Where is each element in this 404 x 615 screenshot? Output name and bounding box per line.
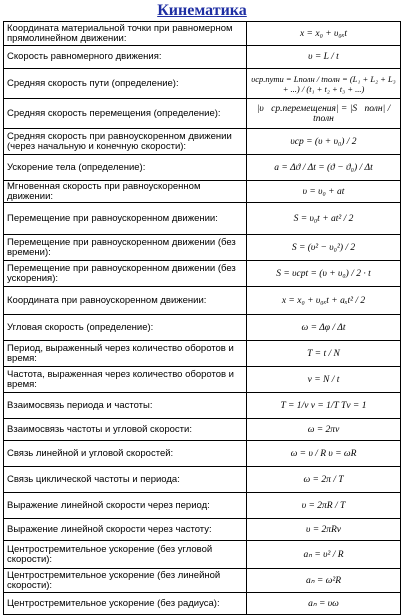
row-description: Центростремительное ускорение (без линейной скорости): [4, 569, 247, 593]
row-formula: T = 1/ν ν = 1/T Tν = 1 [247, 393, 401, 419]
table-row [4, 393, 401, 419]
row-description: Средняя скорость при равноускоренном движении (через начальную и конечную скорости): [4, 129, 247, 155]
row-formula: υср = (υ + υ₀) / 2 [247, 129, 401, 155]
row-formula: S = υсрt = (υ + υ₀) / 2 · t [247, 261, 401, 287]
row-description: Связь линейной и угловой скоростей: [4, 441, 247, 467]
row-description: Средняя скорость перемещения (определение): [4, 99, 247, 129]
row-description: Центростремительное ускорение (без радиуса): [4, 593, 247, 615]
table-row [4, 367, 401, 393]
row-formula: ω = 2πν [247, 419, 401, 441]
table-row [4, 441, 401, 467]
table-row [4, 261, 401, 287]
row-formula: υ = 2πRν [247, 519, 401, 541]
page-title [0, 0, 404, 22]
table-row [4, 129, 401, 155]
row-formula: |υ⃗ср.перемещения| = |S⃗полн| / tполн [247, 99, 401, 129]
row-formula: T = t / N [247, 341, 401, 367]
row-description: Перемещение при равноускоренном движении (без времени): [4, 235, 247, 261]
row-description: Координата материальной точки при равномерном прямолинейном движении: [4, 22, 247, 46]
row-formula: ω = 2π / T [247, 467, 401, 493]
row-formula: x = x₀ + υ₀ₓt + aₓt² / 2 [247, 287, 401, 315]
row-description: Координата при равноускоренном движении: [4, 287, 247, 315]
row-formula: aₙ = υ² / R [247, 541, 401, 569]
row-description: Средняя скорость пути (определение): [4, 69, 247, 99]
row-description: Взаимосвязь периода и частоты: [4, 393, 247, 419]
row-description: Перемещение при равноускоренном движении (без ускорения): [4, 261, 247, 287]
row-description: Перемещение при равноускоренном движении: [4, 203, 247, 235]
row-description: Выражение линейной скорости через период: [4, 493, 247, 519]
row-formula: υ = 2πR / T [247, 493, 401, 519]
row-description: Связь циклической частоты и периода: [4, 467, 247, 493]
row-description: Центростремительное ускорение (без угловой скорости): [4, 541, 247, 569]
row-formula: x = x₀ + υ₀ₓt [247, 22, 401, 46]
table-row [4, 341, 401, 367]
table-row [4, 46, 401, 69]
table-row [4, 235, 401, 261]
table-row [4, 22, 401, 46]
table-row [4, 155, 401, 181]
table-row [4, 99, 401, 129]
row-formula: υ = L / t [247, 46, 401, 69]
table-row [4, 569, 401, 593]
table-row [4, 203, 401, 235]
row-description: Частота, выраженная через количество оборотов и время: [4, 367, 247, 393]
table-row [4, 419, 401, 441]
row-description: Скорость равномерного движения: [4, 46, 247, 69]
row-description: Период, выраженный через количество оборотов и время: [4, 341, 247, 367]
table-row [4, 541, 401, 569]
table-row [4, 593, 401, 615]
row-formula: a = Δϑ / Δt = (ϑ − ϑ₀) / Δt [247, 155, 401, 181]
table-row [4, 287, 401, 315]
row-description: Ускорение тела (определение): [4, 155, 247, 181]
table-row [4, 315, 401, 341]
row-description: Мгновенная скорость при равноускоренном движении: [4, 181, 247, 203]
row-formula: ν = N / t [247, 367, 401, 393]
row-formula: aₙ = υω [247, 593, 401, 615]
row-description: Выражение линейной скорости через частоту: [4, 519, 247, 541]
row-formula: aₙ = ω²R [247, 569, 401, 593]
table-row [4, 493, 401, 519]
row-formula: S = υ₀t + at² / 2 [247, 203, 401, 235]
row-formula: S = (υ² − υ₀²) / 2 [247, 235, 401, 261]
row-description: Угловая скорость (определение): [4, 315, 247, 341]
row-description: Взаимосвязь частоты и угловой скорости: [4, 419, 247, 441]
row-formula: υср.пути = Lполн / tполн = (L₁ + L₂ + L₃ + ...) / (t₁ + t₂ + t₃ + ...) [247, 69, 401, 99]
table-row [4, 181, 401, 203]
table-row [4, 467, 401, 493]
formula-table [3, 21, 401, 615]
table-row [4, 69, 401, 99]
row-formula: ω = Δφ / Δt [247, 315, 401, 341]
page-title-text: Кинематика [157, 2, 247, 19]
row-formula: υ = υ₀ + at [247, 181, 401, 203]
row-formula: ω = υ / R υ = ωR [247, 441, 401, 467]
table-row [4, 519, 401, 541]
